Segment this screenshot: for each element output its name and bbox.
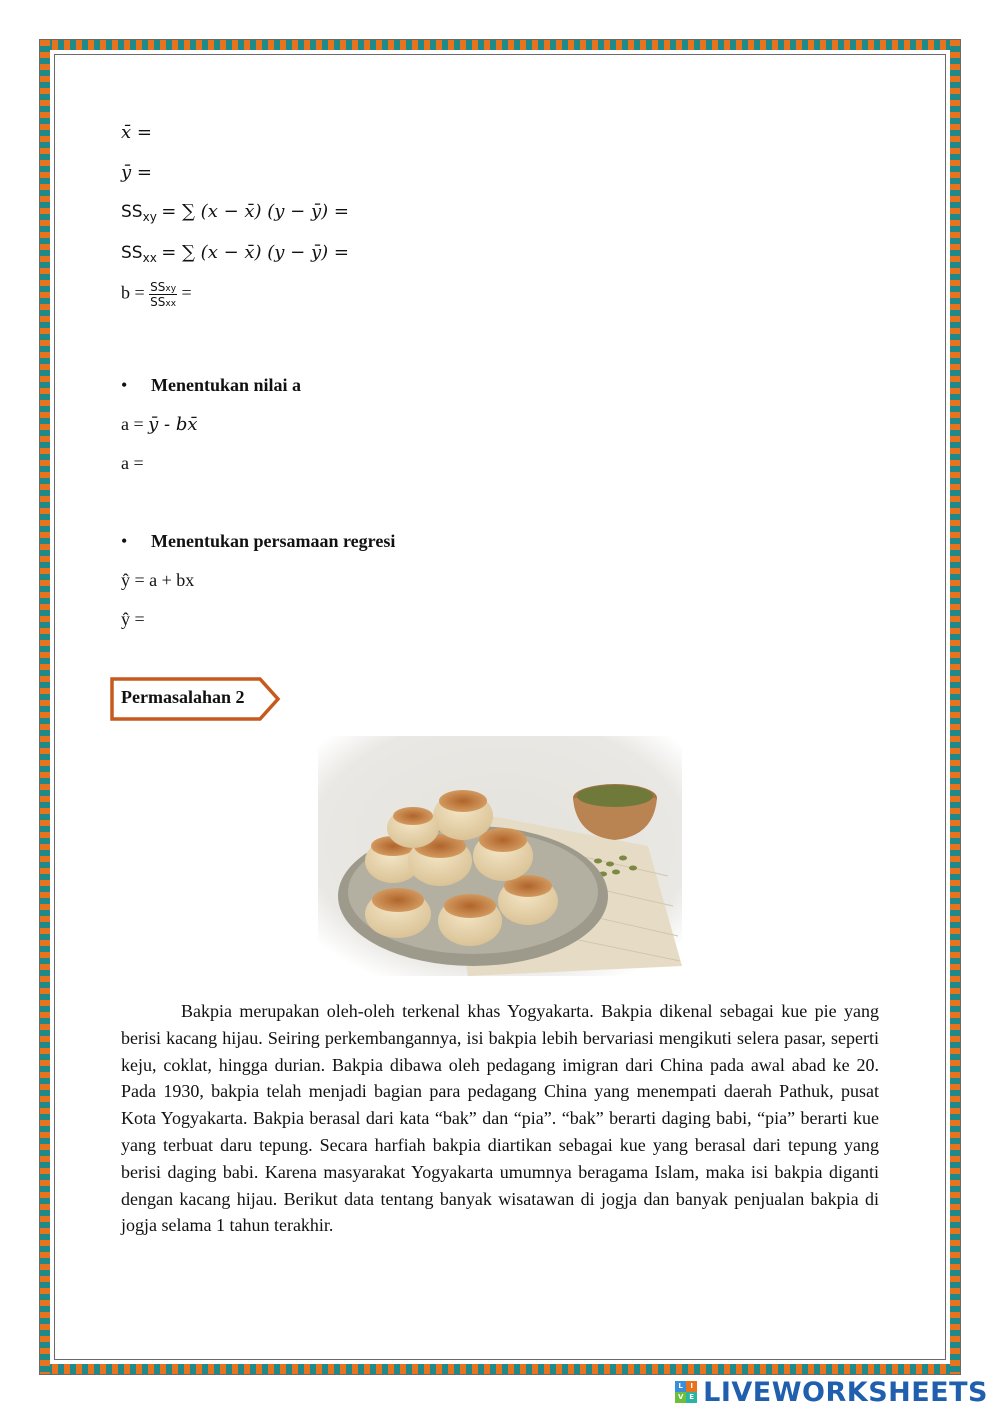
- a-lhs: a =: [121, 414, 144, 434]
- formula-b: [121, 280, 192, 309]
- formula-regression: ŷ = a + bx: [121, 570, 195, 590]
- section-a-heading: Menentukan nilai a: [151, 375, 302, 395]
- bakpia-paragraph: Bakpia merupakan oleh-oleh terkenal khas Yogyakarta. Bakpia dikenal sebagai kue pie yang berisi kacang hijau. Seiring perkembangannya, isi bakpia lebih bervariasi mengikuti selera pasar, seperti keju, coklat, hingga durian. Bakpia dibawa oleh pedagang imigran dari China pada awal abad ke 20. Pada 1930, bakpia telah menjadi bagian para pedagang China yang menempati daerah Pathuk, pusat Kota Yogyakarta. Bakpia berasal dari kata “bak” dan “pia”. “bak” berarti daging babi, “pia” berarti kue yang terbuat daru tepung. Secara harfiah bakpia diartikan sebagai kue yang berasal dari tepung yang berisi daging babi. Karena masyarakat Yogyakarta umumnya beragama Islam, maka isi bakpia diganti dengan kacang hijau. Berikut data tentang banyak wisatawan di jogja dan banyak penjualan bakpia di jogja selama 1 tahun terakhir.: [121, 1001, 879, 1236]
- ss-xy-sub: xy: [142, 210, 157, 224]
- ss-xy-lhs: SS: [121, 202, 143, 222]
- section-a-heading-row: [121, 375, 301, 396]
- formula-ss-xx: [121, 242, 349, 265]
- a-rhs: ȳ - bx̄: [148, 414, 198, 435]
- b-lhs: b =: [121, 282, 145, 303]
- answer-a: a =: [121, 453, 144, 473]
- liveworksheets-brand: [675, 1374, 988, 1410]
- liveworksheets-logo-icon: [675, 1381, 697, 1403]
- ss-xx-sub: xx: [142, 251, 157, 265]
- formula-a: [121, 414, 198, 435]
- formula-ss-xy: [121, 201, 349, 224]
- bullet-icon: •: [121, 531, 128, 551]
- answer-regression: ŷ =: [121, 609, 145, 629]
- b-fraction: [149, 280, 177, 309]
- formula-y-bar: ȳ =: [121, 162, 152, 183]
- formula-x-bar: x̄ =: [121, 122, 152, 143]
- liveworksheets-wordmark: LIVEWORKSHEETS: [703, 1376, 988, 1408]
- problem-tag: [110, 677, 282, 719]
- logo-letter-l: L: [675, 1381, 686, 1392]
- ss-xx-rhs: = ∑ (x − x̄) (y − ȳ) =: [161, 242, 349, 263]
- bullet-icon: •: [121, 375, 128, 395]
- b-num-sub: xy: [165, 284, 177, 294]
- bakpia-photo: [318, 736, 682, 976]
- logo-letter-e: E: [686, 1392, 697, 1403]
- ss-xx-lhs: SS: [121, 243, 143, 263]
- b-num: SS: [150, 280, 166, 294]
- b-den-sub: xx: [165, 299, 177, 309]
- logo-letter-i: I: [686, 1381, 697, 1392]
- logo-letter-v: V: [675, 1392, 686, 1403]
- b-rhs: =: [181, 282, 192, 303]
- problem-tag-label: Permasalahan 2: [121, 687, 245, 707]
- ss-xy-rhs: = ∑ (x − x̄) (y − ȳ) =: [161, 201, 349, 222]
- section-regression-heading-row: [121, 531, 395, 552]
- b-den: SS: [150, 295, 166, 309]
- section-regression-heading: Menentukan persamaan regresi: [151, 531, 396, 551]
